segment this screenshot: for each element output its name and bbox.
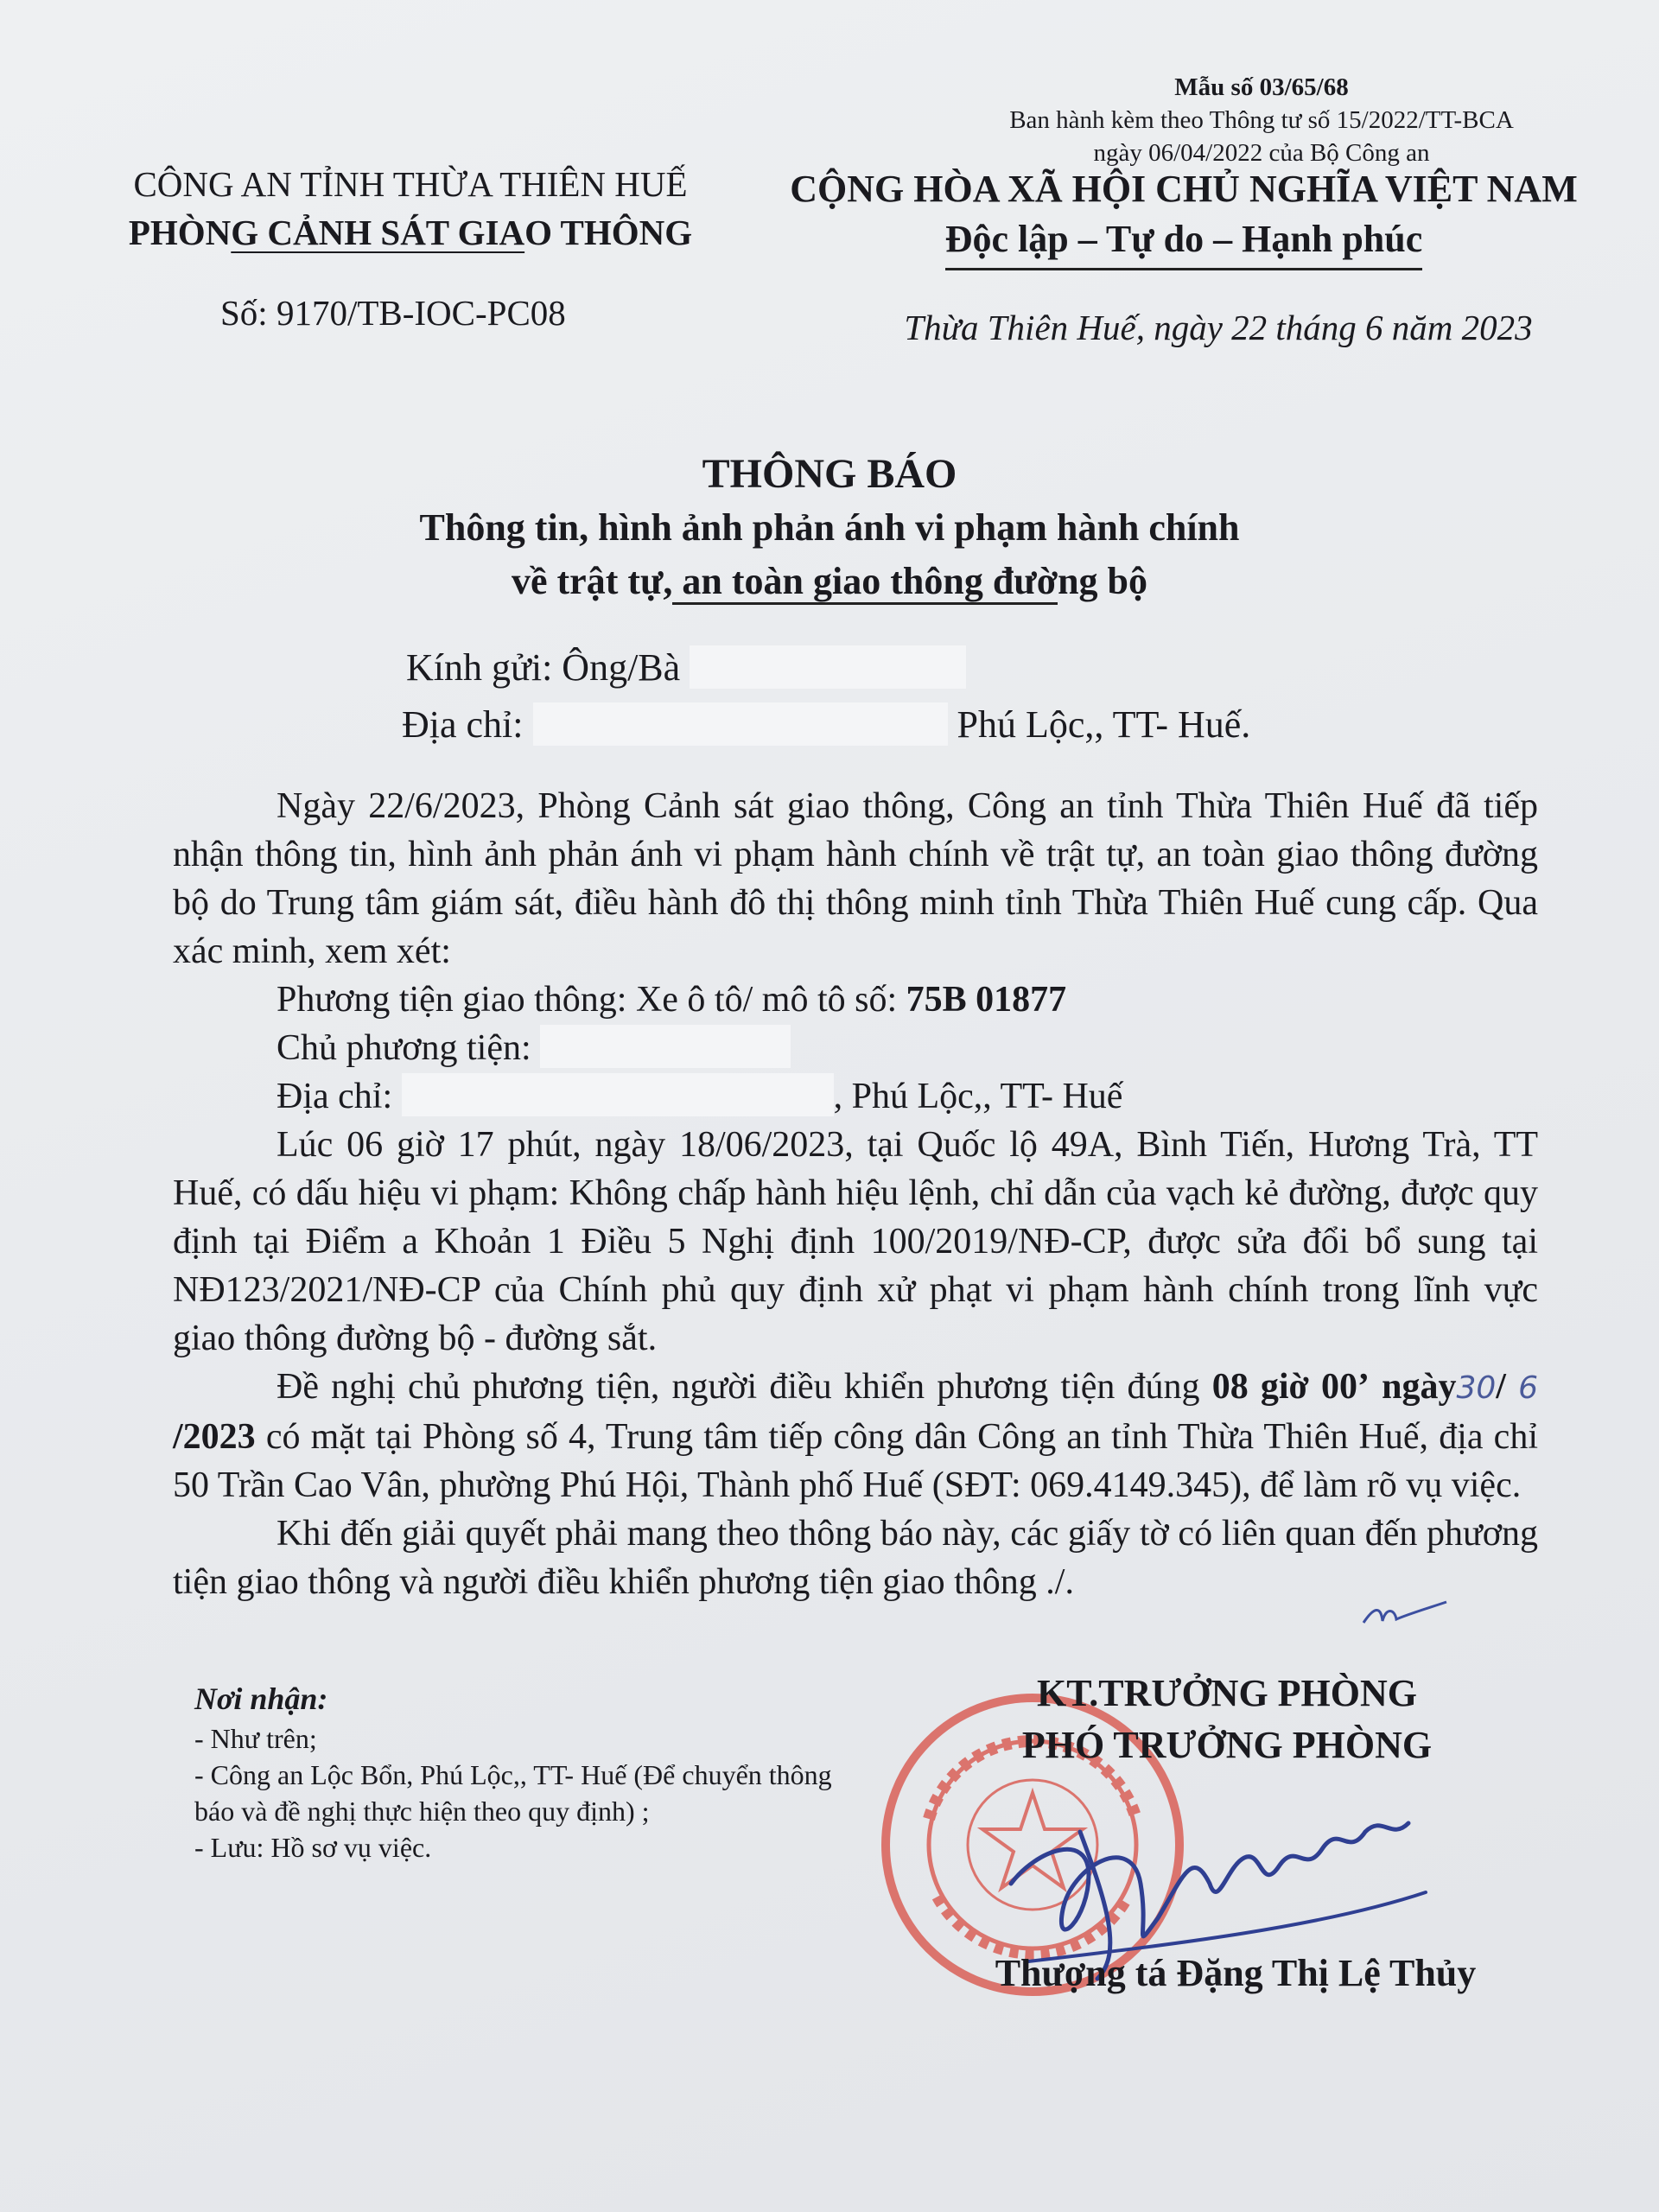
paragraph-request xyxy=(173,1363,1538,1510)
document-title xyxy=(0,448,1659,608)
recipient-address-tail: Phú Lộc,, TT- Huế. xyxy=(957,703,1251,746)
owner-line xyxy=(173,1024,1538,1072)
title-sub2-part1: về trật tự, xyxy=(511,560,673,602)
paragraph-violation: Lúc 06 giờ 17 phút, ngày 18/06/2023, tại Quốc lộ 49A, Bình Tiến, Hương Trà, TT Huế, có dấu hiệu vi phạm: Không chấp hành hiệu lệnh, chỉ dẫn của vạch kẻ đường, được quy định tại Điểm a Khoản 1 Điều 5 Nghị định 100/2019/NĐ-CP, được sửa đổi bổ sung tại NĐ123/2021/NĐ-CP của Chính phủ quy định xử phạt vi phạm hành chính trong lĩnh vực giao thông đường bộ - đường sắt. xyxy=(173,1125,1538,1358)
owner-label: Chủ phương tiện: xyxy=(276,1028,531,1068)
title-sub2-part3: ng bộ xyxy=(1058,560,1148,602)
recipient-greeting-line xyxy=(406,639,1250,696)
issuer-agency: CÔNG AN TỈNH THỪA THIÊN HUẾ xyxy=(133,164,688,204)
handwritten-month: 6 xyxy=(1518,1370,1539,1406)
redacted-address xyxy=(533,702,948,746)
day-label: ngày xyxy=(1382,1367,1457,1407)
title-sub2-part2: an toàn giao thông đườ xyxy=(672,560,1058,605)
title-sub1: Thông tin, hình ảnh phản ánh vi phạm hành chính xyxy=(419,506,1240,549)
form-code: Mẫu số 03/65/68 xyxy=(1174,73,1349,101)
redacted-name xyxy=(690,645,966,689)
request-post: có mặt tại Phòng số 4, Trung tâm tiếp công dân Công an tỉnh Thừa Thiên Huế, địa chỉ 50 Trần Cao Vân, phường Phú Hội, Thành phố Huế (SĐT: 069.4149.345), để làm rõ vụ việc. xyxy=(173,1417,1538,1505)
owner-address-tail: , Phú Lộc,, TT- Huế xyxy=(833,1077,1123,1116)
recipients-item: - Lưu: Hồ sơ vụ việc. xyxy=(194,1832,432,1863)
document-number: Số: 9170/TB-IOC-PC08 xyxy=(220,293,566,333)
signature-title xyxy=(890,1668,1564,1771)
dept-part-2: G CẢNH SÁT GIA xyxy=(231,213,525,252)
national-header xyxy=(760,164,1607,270)
recipients-heading: Nơi nhận: xyxy=(194,1681,328,1716)
place-date: Thừa Thiên Huế, ngày 22 tháng 6 năm 2023 xyxy=(904,308,1533,347)
signature-line2: PHÓ TRƯỞNG PHÒNG xyxy=(1021,1724,1433,1766)
title-main: THÔNG BÁO xyxy=(702,451,957,497)
owner-address-line xyxy=(173,1072,1538,1121)
form-line1: Ban hành kèm theo Thông tư số 15/2022/TT-BCA xyxy=(1009,106,1514,134)
national-name: CỘNG HÒA XÃ HỘI CHỦ NGHĨA VIỆT NAM xyxy=(790,168,1578,210)
national-motto: Độc lập – Tự do – Hạnh phúc xyxy=(945,214,1423,270)
paragraph-intro: Ngày 22/6/2023, Phòng Cảnh sát giao thông, Công an tỉnh Thừa Thiên Huế đã tiếp nhận thông tin, hình ảnh phản ánh vi phạm hành chính về trật tự, an toàn giao thông đường bộ do Trung tâm giám sát, điều hành đô thị thông minh tỉnh Thừa Thiên Huế cung cấp. Qua xác minh, xem xét: xyxy=(173,786,1538,971)
notice-body xyxy=(173,782,1538,1606)
signer-name: Thượng tá Đặng Thị Lệ Thủy xyxy=(995,1952,1477,1994)
form-line2: ngày 06/04/2022 của Bộ Công an xyxy=(1093,139,1430,167)
vehicle-label: Phương tiện giao thông: Xe ô tô/ mô tô số: xyxy=(276,980,898,1020)
handwritten-day: 30 xyxy=(1456,1370,1497,1406)
recipients-list xyxy=(194,1681,851,1866)
owner-address-label: Địa chỉ: xyxy=(276,1077,393,1116)
license-plate: 75B 01877 xyxy=(906,980,1067,1020)
vehicle-line xyxy=(173,976,1538,1024)
appointment-time: 08 giờ 00’ xyxy=(1211,1367,1370,1407)
issuer-header xyxy=(82,160,739,257)
form-meta xyxy=(933,71,1590,169)
recipient-block xyxy=(402,639,1251,753)
recipients-item: - Như trên; xyxy=(194,1723,317,1754)
dept-part-1: PHÒN xyxy=(128,213,232,252)
recipient-greeting: Kính gửi: Ông/Bà xyxy=(406,646,681,689)
redacted-owner xyxy=(540,1025,791,1068)
dept-part-3: O THÔNG xyxy=(524,213,693,252)
signature-line1: KT.TRƯỞNG PHÒNG xyxy=(1037,1672,1417,1714)
recipients-item: - Công an Lộc Bổn, Phú Lộc,, TT- Huế (Để chuyển thông báo và đề nghị thực hiện theo quy định) ; xyxy=(194,1759,832,1827)
title-sub2 xyxy=(0,555,1659,608)
issuer-department xyxy=(82,208,739,257)
date-separator: / xyxy=(1496,1367,1506,1407)
paragraph-bring: Khi đến giải quyết phải mang theo thông báo này, các giấy tờ có liên quan đến phương tiện giao thông và người điều khiển phương tiện giao thông ./. xyxy=(173,1514,1538,1602)
recipient-address-label: Địa chỉ: xyxy=(402,703,524,746)
initial-mark-icon xyxy=(1357,1590,1452,1633)
redacted-owner-address xyxy=(402,1073,834,1116)
appointment-year: /2023 xyxy=(173,1417,256,1457)
request-pre: Đề nghị chủ phương tiện, người điều khiển phương tiện đúng xyxy=(276,1367,1200,1407)
recipient-address-line xyxy=(402,696,1250,753)
